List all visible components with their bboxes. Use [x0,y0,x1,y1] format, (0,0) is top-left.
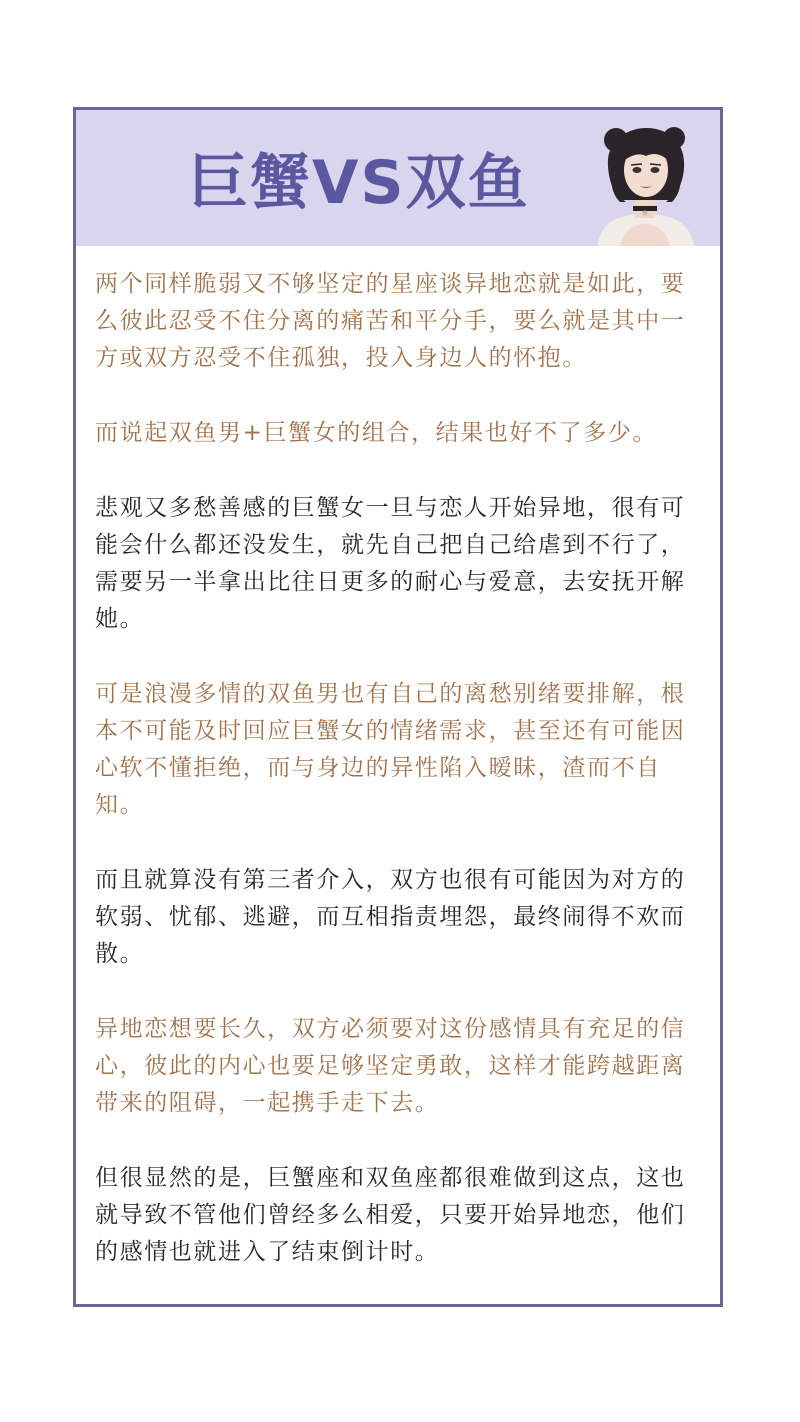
paragraph: 悲观又多愁善感的巨蟹女一旦与恋人开始异地，很有可能会什么都还没发生，就先自己把自己给虐到不行了，需要另一半拿出比往日更多的耐心与爱意，去安抚开解她。 [95,495,686,632]
paragraph: 而且就算没有第三者介入，双方也很有可能因为对方的软弱、忧郁、逃避，而互相指责埋怨，最终闹得不欢而散。 [95,867,686,967]
paragraph: 而说起双鱼男+巨蟹女的组合，结果也好不了多少。 [95,420,658,446]
article-body [76,246,720,1271]
paragraph: 异地恋想要长久，双方必须要对这份感情具有充足的信心，彼此的内心也要足够坚定勇敢，这样才能跨越距离带来的阻碍，一起携手走下去。 [95,1016,686,1116]
paragraph: 可是浪漫多情的双鱼男也有自己的离愁别绪要排解，根本不可能及时回应巨蟹女的情绪需求，甚至还有可能因心软不懂拒绝，而与身边的异性陷入暧昧，渣而不自知。 [95,681,686,818]
paragraph: 两个同样脆弱又不够坚定的星座谈异地恋就是如此，要么彼此忍受不住分离的痛苦和平分手，要么就是其中一方或双方忍受不住孤独，投入身边人的怀抱。 [95,271,686,371]
page-title: 巨蟹VS双鱼 [188,148,530,218]
title-banner [76,110,720,246]
girl-portrait-icon [590,122,700,246]
paragraph: 但很显然的是，巨蟹座和双鱼座都很难做到这点，这也就导致不管他们曾经多么相爱，只要开始异地恋，他们的感情也就进入了结束倒计时。 [95,1165,686,1265]
article-card [73,107,723,1307]
